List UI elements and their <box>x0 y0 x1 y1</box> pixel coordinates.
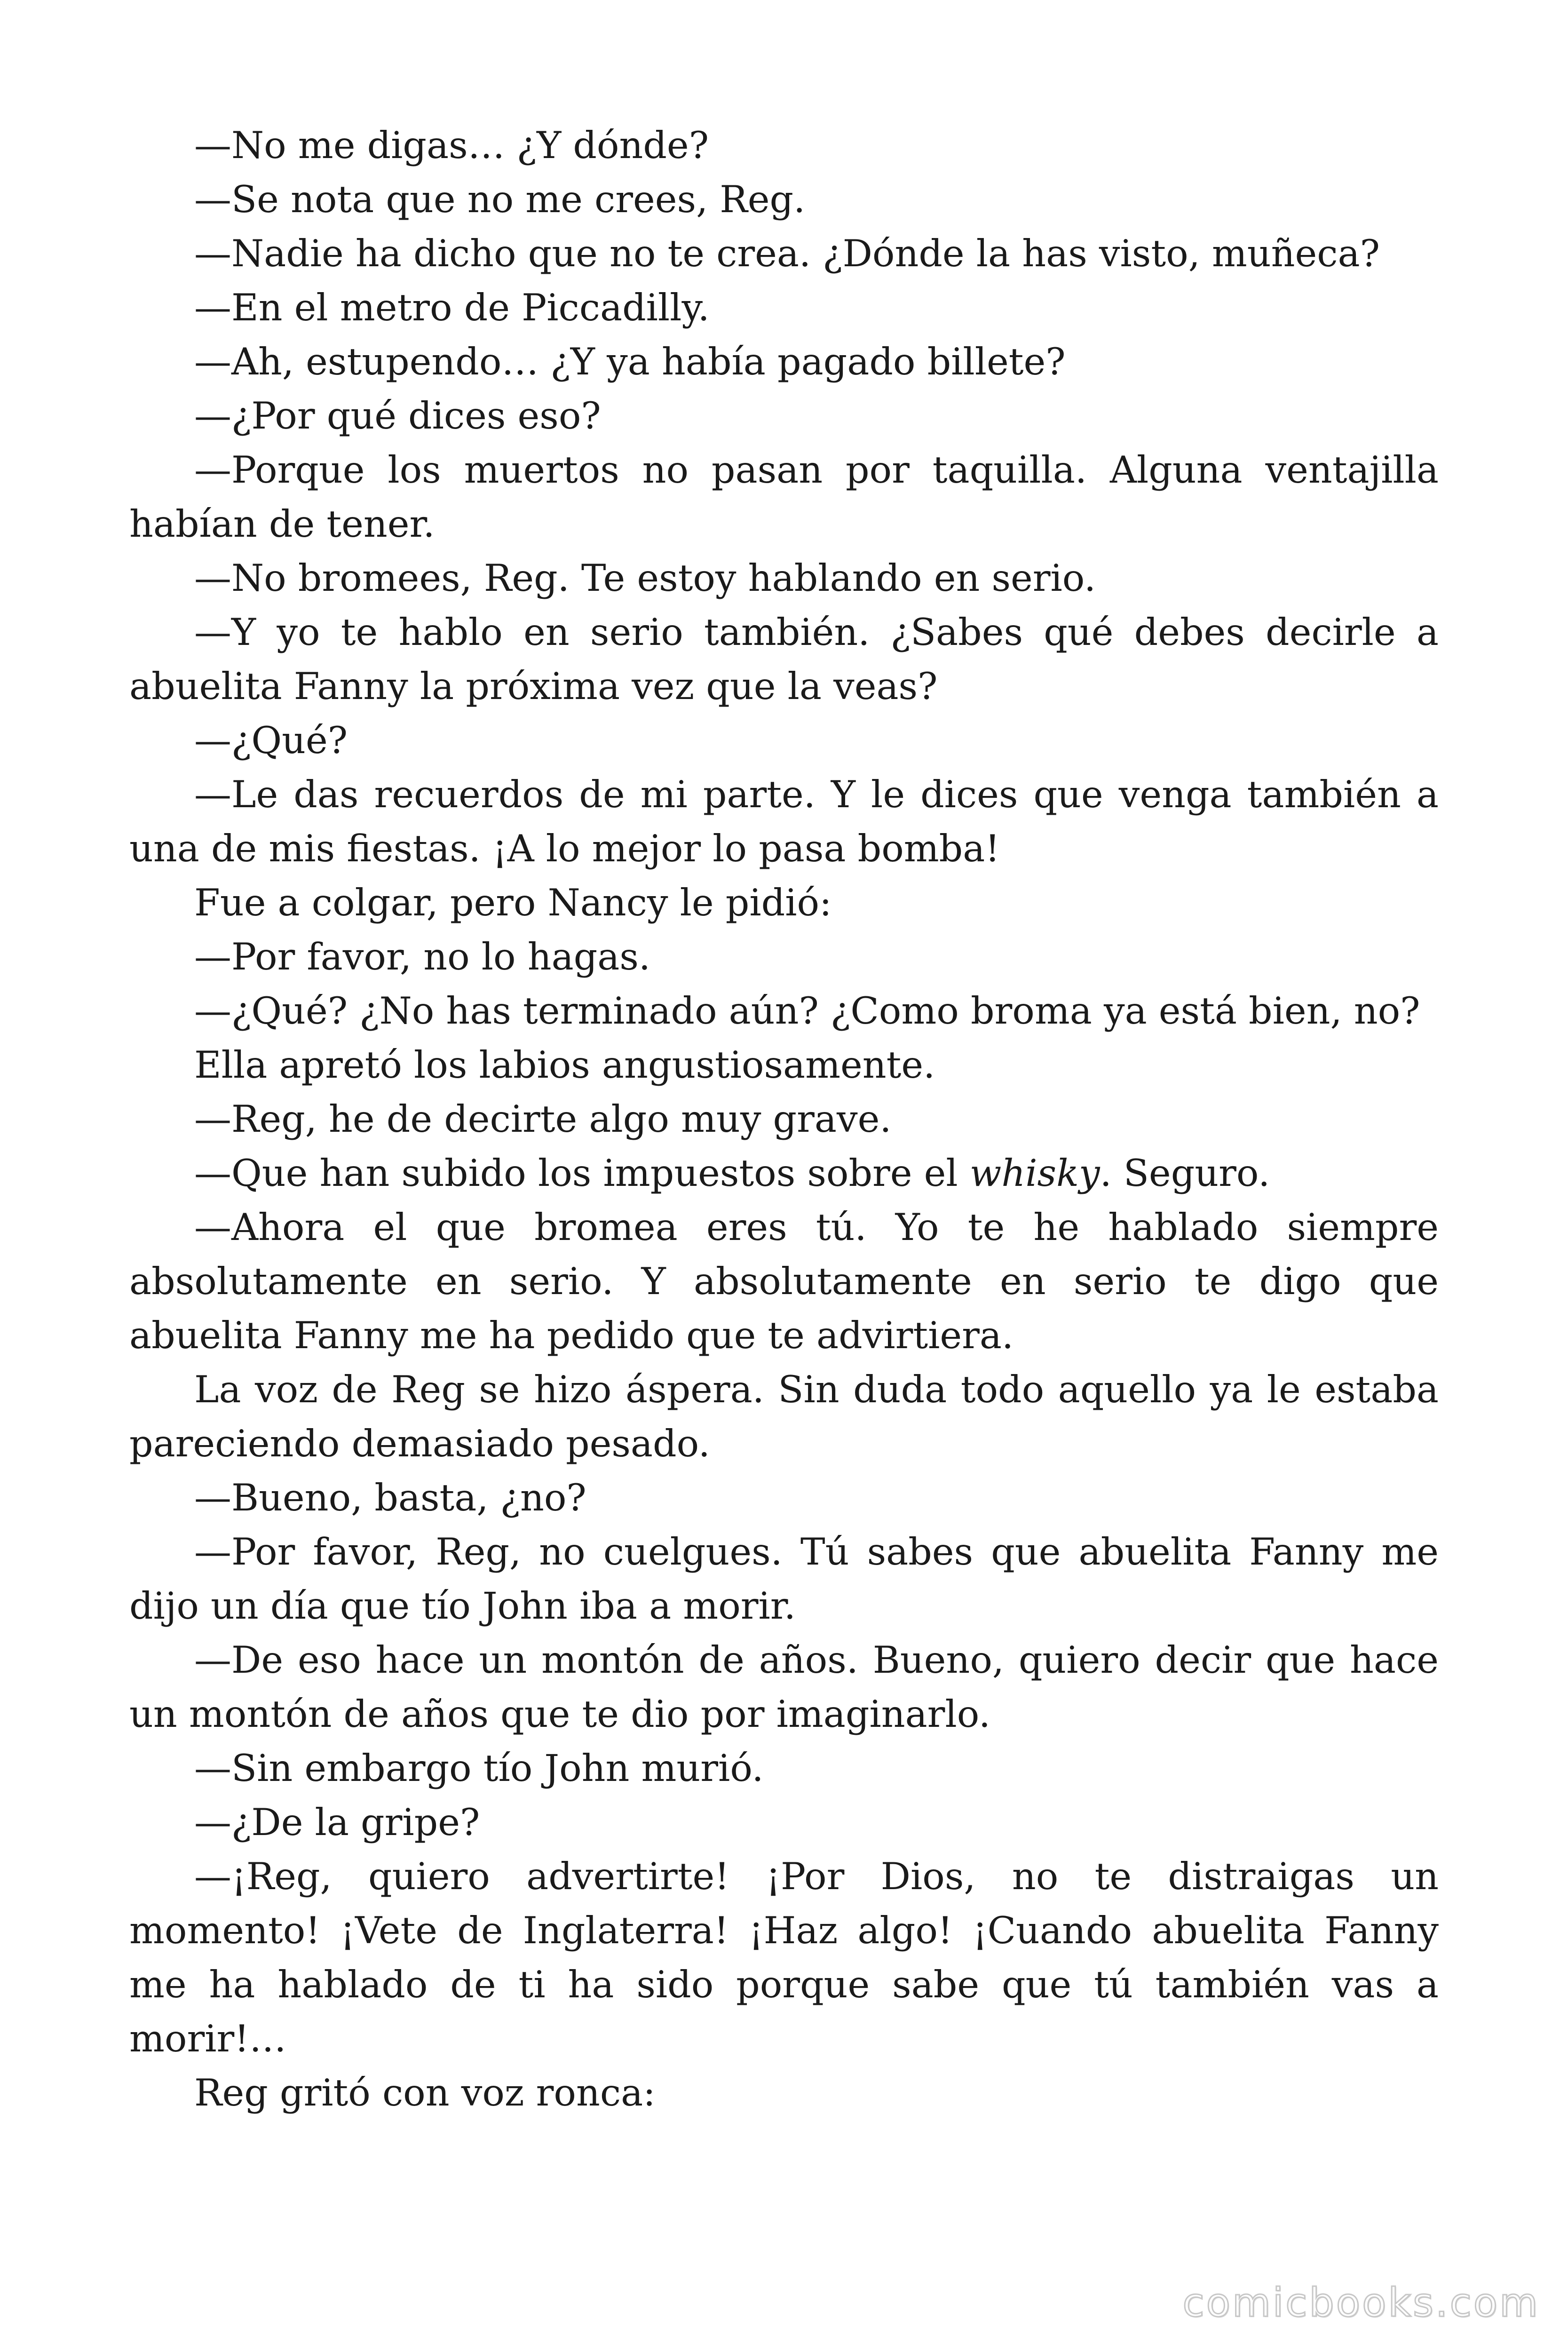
paragraph: —¿De la gripe? <box>194 1801 480 1844</box>
italic-word: whisky <box>969 1152 1100 1195</box>
paragraph: —¿Qué? ¿No has terminado aún? ¿Como broma ya está bien, no? <box>194 989 1420 1033</box>
paragraph: —¡Reg, quiero advertirte! ¡Por Dios, no te distraigas un momento! ¡Vete de Inglaterra! ¡Haz algo! ¡Cuando abuelita Fanny me ha hablado de ti ha sido porque sabe que tú también vas a morir!… <box>129 1855 1439 2060</box>
paragraph: —En el metro de Piccadilly. <box>194 286 710 329</box>
paragraph-text: . Seguro. <box>1100 1152 1270 1195</box>
paragraph: —Ah, estupendo… ¿Y ya había pagado billete? <box>194 340 1066 383</box>
paragraph: —No me digas… ¿Y dónde? <box>194 124 709 167</box>
paragraph: —Sin embargo tío John murió. <box>194 1747 764 1790</box>
paragraph: —¿Por qué dices eso? <box>194 394 601 437</box>
paragraph: —No bromees, Reg. Te estoy hablando en serio. <box>194 556 1096 600</box>
paragraph: —Se nota que no me crees, Reg. <box>194 178 806 221</box>
watermark: comicbooks.com <box>1182 2280 1540 2326</box>
paragraph: —Le das recuerdos de mi parte. Y le dices que venga también a una de mis fiestas. ¡A lo mejor lo pasa bomba! <box>129 773 1439 870</box>
paragraph: Ella apretó los labios angustiosamente. <box>194 1043 935 1087</box>
paragraph-text: —Que han subido los impuestos sobre el <box>194 1152 970 1195</box>
book-page-text <box>129 119 1439 2120</box>
paragraph: —Por favor, Reg, no cuelgues. Tú sabes que abuelita Fanny me dijo un día que tío John iba a morir. <box>129 1530 1439 1628</box>
paragraph-whisky <box>129 1146 1439 1200</box>
paragraph: —Nadie ha dicho que no te crea. ¿Dónde la has visto, muñeca? <box>194 232 1380 275</box>
paragraph: —De eso hace un montón de años. Bueno, quiero decir que hace un montón de años que te dio por imaginarlo. <box>129 1638 1439 1736</box>
paragraph: —Reg, he de decirte algo muy grave. <box>194 1097 892 1141</box>
paragraph: —Bueno, basta, ¿no? <box>194 1476 586 1519</box>
paragraph: Reg gritó con voz ronca: <box>194 2071 656 2114</box>
paragraph: La voz de Reg se hizo áspera. Sin duda todo aquello ya le estaba pareciendo demasiado pesado. <box>129 1368 1439 1465</box>
paragraph: Fue a colgar, pero Nancy le pidió: <box>194 881 832 924</box>
paragraph: —Ahora el que bromea eres tú. Yo te he hablado siempre absolutamente en serio. Y absolutamente en serio te digo que abuelita Fanny me ha pedido que te advirtiera. <box>129 1206 1439 1357</box>
paragraph: —¿Qué? <box>194 719 348 762</box>
paragraph: —Por favor, no lo hagas. <box>194 935 651 978</box>
paragraph: —Porque los muertos no pasan por taquilla. Alguna ventajilla habían de tener. <box>129 448 1439 546</box>
paragraph: —Y yo te hablo en serio también. ¿Sabes qué debes decirle a abuelita Fanny la próxima vez que la veas? <box>129 611 1439 708</box>
